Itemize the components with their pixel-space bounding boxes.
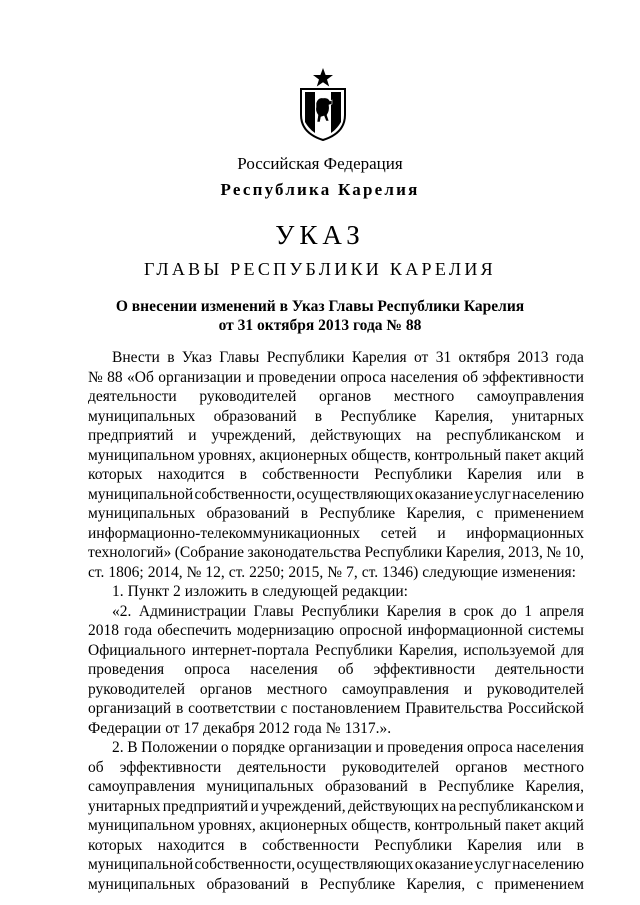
word: 31 xyxy=(435,349,452,366)
word: республиканском xyxy=(446,427,561,444)
word: проведения xyxy=(88,661,165,678)
word: в xyxy=(300,875,309,893)
word: осуществляющих xyxy=(296,485,414,503)
word: учреждений, xyxy=(261,797,346,815)
body-text-line xyxy=(88,660,584,680)
word: следующей xyxy=(262,583,339,600)
word: 2013, xyxy=(507,544,543,561)
body-text-line xyxy=(88,699,584,719)
body-text-line xyxy=(88,524,584,544)
word: Карелия, xyxy=(434,407,494,425)
word: Республики xyxy=(364,544,443,561)
word: (Собрание xyxy=(174,544,244,561)
word: до xyxy=(501,602,517,620)
word: пакет xyxy=(505,817,541,834)
word: предприятий xyxy=(162,797,249,815)
word: самоуправления xyxy=(88,778,196,795)
word: уровнях, xyxy=(198,446,256,464)
body-text-line xyxy=(88,855,584,875)
word: апреля xyxy=(539,602,584,620)
word: учреждений, xyxy=(211,427,296,444)
word: изменения: xyxy=(501,563,576,581)
word: акционерных xyxy=(259,817,348,834)
word: с xyxy=(280,700,288,717)
word: эффективности xyxy=(119,758,222,776)
word: муниципальных xyxy=(88,505,196,522)
word: опроса xyxy=(184,661,231,678)
word: Республике xyxy=(438,778,514,795)
word: обществ, xyxy=(351,446,411,464)
word: 88 xyxy=(107,368,123,386)
word: акций xyxy=(544,446,584,464)
word: Администрации xyxy=(138,602,247,620)
word: информационной xyxy=(407,622,523,639)
word: декабря xyxy=(203,719,255,737)
body-text-line xyxy=(88,582,584,602)
word: в xyxy=(300,505,309,522)
body-text-line xyxy=(88,426,584,446)
word: срок xyxy=(463,602,494,620)
word: Карелия, xyxy=(406,505,466,522)
word: Республики xyxy=(266,349,345,366)
word: и xyxy=(575,797,584,815)
word: руководителей xyxy=(199,388,297,405)
word: в xyxy=(576,466,584,483)
country-name: Российская Федерация xyxy=(237,154,403,173)
word: для xyxy=(561,641,584,659)
body-text-line xyxy=(88,407,584,427)
word: модернизацию xyxy=(236,622,335,639)
word: порядке xyxy=(232,739,285,756)
word: системы xyxy=(528,622,584,639)
word: собственности, xyxy=(194,485,296,503)
word: и xyxy=(188,427,197,444)
word: 2015, xyxy=(288,563,324,581)
word: муниципальных xyxy=(88,407,196,425)
body-text-line xyxy=(88,738,584,758)
word: № xyxy=(546,544,562,561)
word: Главы xyxy=(219,349,260,366)
word: деятельности xyxy=(237,758,327,776)
word: в xyxy=(176,700,184,717)
word: организаций xyxy=(88,700,172,717)
word: 1. xyxy=(112,583,124,600)
word: Республики xyxy=(374,466,452,483)
word: проведения xyxy=(387,739,464,756)
body-text-line xyxy=(88,875,584,895)
body-text-line xyxy=(88,621,584,641)
word: об xyxy=(462,368,479,386)
body-text-line xyxy=(88,836,584,856)
word: Карелия xyxy=(386,602,442,620)
word: муниципальной xyxy=(88,485,194,503)
word: и xyxy=(245,368,255,386)
word: Положении xyxy=(141,739,218,756)
word: законодательства xyxy=(247,544,362,561)
document-issuer: ГЛАВЫ РЕСПУБЛИКИ КАРЕЛИЯ xyxy=(143,259,496,279)
body-text-line xyxy=(88,465,584,485)
body-text-line xyxy=(88,777,584,797)
word: муниципальной xyxy=(88,856,194,873)
word: организации xyxy=(158,368,242,386)
word: Республики xyxy=(314,641,393,659)
word: в xyxy=(314,407,323,425)
word: Республики xyxy=(301,602,379,620)
word: находится xyxy=(157,836,225,854)
word: от xyxy=(414,349,429,366)
word: года xyxy=(555,349,584,366)
word: информационно-телекоммуникационных xyxy=(88,524,361,542)
word: сетей xyxy=(380,524,417,542)
word: населения xyxy=(516,739,584,756)
word: Республики xyxy=(374,836,452,854)
body-text-line xyxy=(88,602,584,622)
document-body xyxy=(88,348,584,894)
word: в xyxy=(239,466,247,483)
word: Правительства xyxy=(405,700,503,717)
word: унитарных xyxy=(511,407,584,425)
word: 10, xyxy=(564,544,584,561)
word: в xyxy=(448,602,457,620)
body-text-line xyxy=(88,816,584,836)
word: местного xyxy=(266,680,328,698)
document-title-line: О внесении изменений в Указ Главы Республики Карелия xyxy=(115,298,525,315)
word: руководителей xyxy=(88,680,186,698)
word: применением xyxy=(494,505,584,522)
word: образований xyxy=(325,778,408,795)
word: № xyxy=(186,563,202,581)
word: № xyxy=(88,368,103,386)
word: редакции: xyxy=(342,583,408,600)
word: № xyxy=(327,563,343,581)
word: об xyxy=(88,758,104,776)
word: 2014, xyxy=(147,563,183,581)
word: уровнях, xyxy=(198,817,256,834)
word: года xyxy=(293,719,322,737)
document-type: УКАЗ xyxy=(275,220,365,250)
word: или xyxy=(537,466,562,483)
word: и xyxy=(463,680,473,698)
word: обществ, xyxy=(351,817,411,834)
word: интернет-портала xyxy=(191,641,309,659)
word: 1317.». xyxy=(344,719,392,737)
word: пакет xyxy=(505,446,541,464)
body-text-line xyxy=(88,348,584,368)
word: применением xyxy=(494,875,584,893)
word: Внести xyxy=(112,349,160,366)
word: контрольный xyxy=(414,446,502,464)
word: оказание xyxy=(414,485,474,503)
word: используемой xyxy=(463,641,556,659)
word: действующих xyxy=(310,427,402,444)
word: года xyxy=(124,622,153,639)
word: предприятий xyxy=(88,427,174,444)
word: действующих xyxy=(347,797,439,815)
word: с xyxy=(476,875,484,893)
word: акций xyxy=(544,817,584,834)
word: местного xyxy=(523,758,584,776)
word: Республике xyxy=(340,407,417,425)
word: органов xyxy=(455,758,508,776)
word: информационных xyxy=(466,524,584,542)
word: «2. xyxy=(112,602,132,620)
word: органов xyxy=(319,388,372,405)
word: Республике xyxy=(319,875,396,893)
word: эффективности xyxy=(482,368,584,386)
word: муниципальных xyxy=(206,778,314,795)
word: муниципальных xyxy=(88,875,196,893)
word: Федерации xyxy=(88,719,162,737)
word: и xyxy=(437,524,446,542)
word: опросной xyxy=(339,622,403,639)
word: в xyxy=(239,836,247,854)
word: местного xyxy=(393,388,455,405)
document-title-line: от 31 октября 2013 года № 88 xyxy=(218,317,422,334)
word: и xyxy=(375,739,384,756)
word: 2013 xyxy=(517,349,549,366)
karelia-coat-of-arms-icon xyxy=(296,67,350,141)
word: постановлением xyxy=(292,700,401,717)
word: следующие xyxy=(422,563,498,581)
word: образований xyxy=(206,505,290,522)
word: опроса xyxy=(340,368,387,386)
word: образований xyxy=(213,407,297,425)
word: муниципальном xyxy=(88,446,195,464)
word: муниципальном xyxy=(88,817,195,834)
word: ст. xyxy=(88,563,105,581)
word: в xyxy=(167,349,175,366)
word: населения xyxy=(390,368,458,386)
word: органов xyxy=(199,680,252,698)
body-text-line xyxy=(88,485,584,505)
word: Карелия, xyxy=(398,641,458,659)
word: собственности xyxy=(262,836,360,854)
republic-name: Республика Карелия xyxy=(220,180,420,199)
word: с xyxy=(476,505,484,522)
word: самоуправления xyxy=(342,680,450,698)
word: находится xyxy=(157,466,225,483)
word: Указ xyxy=(181,349,212,366)
word: собственности, xyxy=(194,856,296,873)
word: изложить xyxy=(184,583,248,600)
word: в xyxy=(419,778,427,795)
word: на xyxy=(416,427,432,444)
word: Карелия xyxy=(467,466,522,483)
word: 1806; xyxy=(108,563,144,581)
word: руководителей xyxy=(342,758,440,776)
word: 7, xyxy=(346,563,358,581)
body-text-line xyxy=(88,680,584,700)
body-text-line xyxy=(88,563,584,583)
word: Карелия xyxy=(467,836,522,854)
word: в xyxy=(576,836,584,854)
word: оказание xyxy=(414,856,474,873)
word: образований xyxy=(206,875,290,893)
word: населению xyxy=(512,856,584,873)
word: соответствии xyxy=(188,700,276,717)
word: Пункт xyxy=(127,583,169,600)
word: или xyxy=(537,836,562,854)
word: руководителей xyxy=(486,680,584,698)
word: 2. xyxy=(112,739,124,756)
word: осуществляющих xyxy=(296,856,414,873)
word: 2012 xyxy=(258,719,290,737)
word: октября xyxy=(458,349,511,366)
word: Официального xyxy=(88,641,186,659)
word: 1346) xyxy=(382,563,419,581)
word: Карелия, xyxy=(406,875,466,893)
document-title xyxy=(0,297,640,335)
body-text-line xyxy=(88,641,584,661)
word: республиканском xyxy=(458,797,574,815)
word: на xyxy=(441,797,457,815)
word: 2 xyxy=(172,583,181,600)
word: 2250; xyxy=(249,563,285,581)
body-text-line xyxy=(88,797,584,817)
word: Карелия, xyxy=(445,544,505,561)
body-text-line xyxy=(88,368,584,388)
word: самоуправления xyxy=(476,388,584,405)
word: организации xyxy=(288,739,372,756)
word: опроса xyxy=(467,739,513,756)
word: и xyxy=(250,797,259,815)
body-text-line xyxy=(88,504,584,524)
word: Главы xyxy=(253,602,294,620)
word: проведении xyxy=(258,368,336,386)
body-text-line xyxy=(88,446,584,466)
word: деятельности xyxy=(495,661,584,678)
word: акционерных xyxy=(259,446,348,464)
word: В xyxy=(127,739,138,756)
word: обеспечить xyxy=(157,622,232,639)
word: в xyxy=(251,583,259,600)
word: от xyxy=(165,719,180,737)
body-text-line xyxy=(88,543,584,563)
word: ст. xyxy=(228,563,246,581)
word: населению xyxy=(512,485,584,503)
word: Карелия xyxy=(351,349,407,366)
body-text-line xyxy=(88,758,584,778)
word: эффективности xyxy=(373,661,476,678)
word: контрольный xyxy=(414,817,502,834)
word: услуг xyxy=(474,485,511,503)
word: об xyxy=(337,661,354,678)
word: унитарных xyxy=(88,797,161,815)
word: 1 xyxy=(524,602,533,620)
word: собственности xyxy=(262,466,360,483)
word: Республике xyxy=(319,505,396,522)
word: технологий» xyxy=(88,544,172,561)
word: деятельности xyxy=(88,388,177,405)
word: «Об xyxy=(127,368,154,386)
word: и xyxy=(575,427,584,444)
word: 17 xyxy=(183,719,200,737)
word: 2018 xyxy=(88,622,119,639)
word: услуг xyxy=(474,856,511,873)
word: Карелия, xyxy=(525,778,584,795)
word: ст. xyxy=(361,563,379,581)
word: которых xyxy=(88,466,143,483)
word: 12, xyxy=(205,563,225,581)
word: Российской xyxy=(507,700,584,717)
word: о xyxy=(220,739,229,756)
body-text-line xyxy=(88,719,584,739)
word: населения xyxy=(250,661,318,678)
body-text-line xyxy=(88,387,584,407)
word: № xyxy=(325,719,341,737)
word: которых xyxy=(88,836,143,854)
